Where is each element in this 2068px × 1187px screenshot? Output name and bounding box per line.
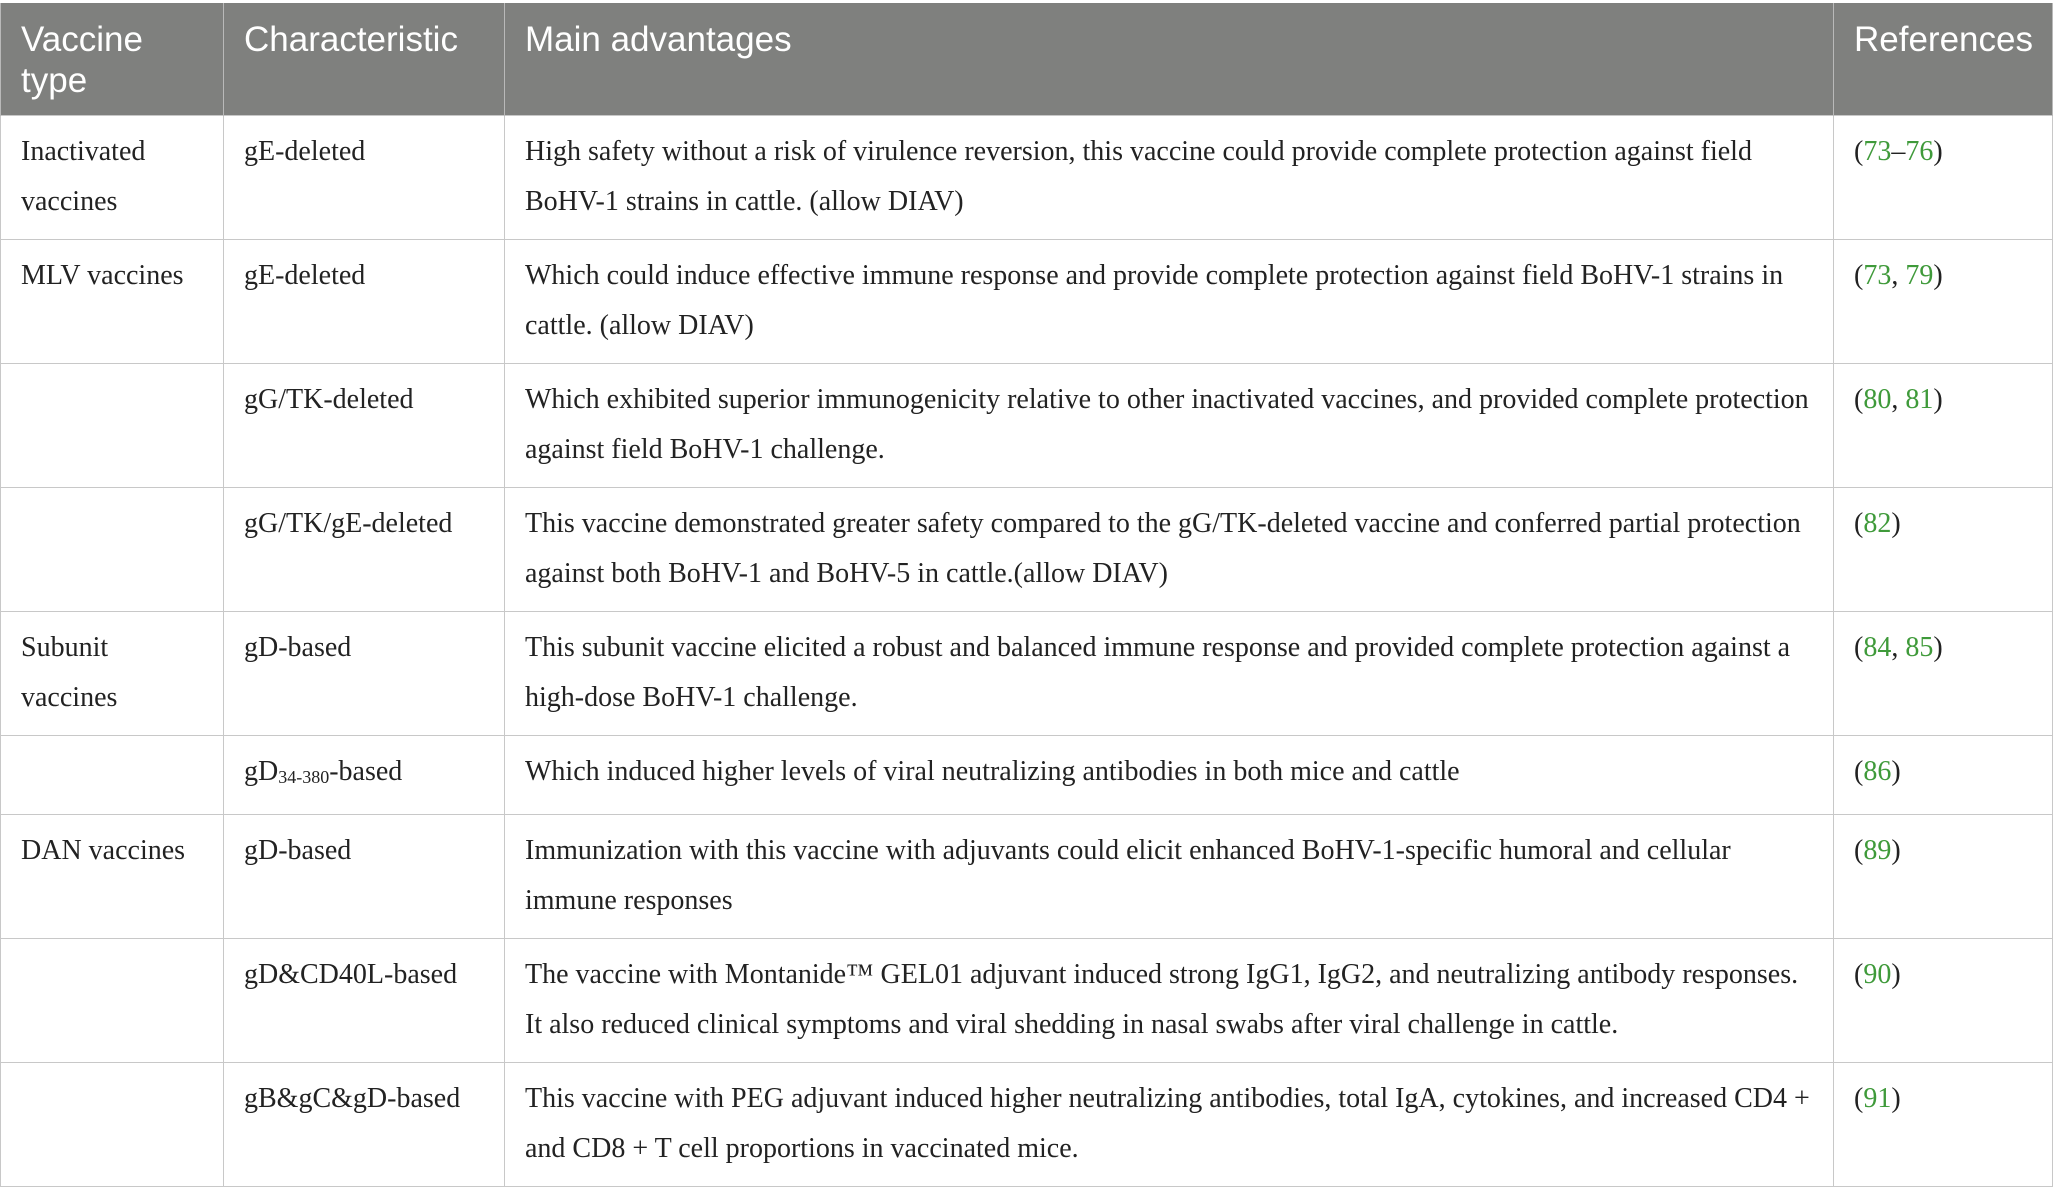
reference-link[interactable]: 90 [1863, 959, 1892, 990]
advantage-cell: The vaccine with Montanide™ GEL01 adjuvant induced strong IgG1, IgG2, and neutralizing antibody responses. It also reduced clinical symptoms and viral shedding in nasal swabs after viral challenge in cattle. [505, 939, 1834, 1063]
advantage-cell: Immunization with this vaccine with adjuvants could elicit enhanced BoHV-1-specific humoral and cellular immune responses [505, 815, 1834, 939]
reference-link[interactable]: 73 [1863, 260, 1892, 291]
reference-link[interactable]: 89 [1863, 835, 1892, 866]
reference-cell: (73, 79) [1834, 240, 2053, 364]
table-row [1, 364, 2053, 488]
vaccine-type-cell [1, 1063, 224, 1187]
reference-link[interactable]: 79 [1905, 260, 1934, 291]
characteristic-cell: gD-based [224, 815, 505, 939]
reference-cell: (89) [1834, 815, 2053, 939]
advantage-cell: This vaccine with PEG adjuvant induced higher neutralizing antibodies, total IgA, cytokines, and increased CD4 + and CD8 + T cell proportions in vaccinated mice. [505, 1063, 1834, 1187]
table-row [1, 1063, 2053, 1187]
reference-cell: (84, 85) [1834, 612, 2053, 736]
table-row [1, 488, 2053, 612]
vaccine-type-cell [1, 364, 224, 488]
characteristic-cell: gD-based [224, 612, 505, 736]
table-row [1, 815, 2053, 939]
table-row [1, 612, 2053, 736]
vaccine-type-cell [1, 939, 224, 1063]
reference-link[interactable]: 91 [1863, 1083, 1892, 1114]
advantage-cell: High safety without a risk of virulence reversion, this vaccine could provide complete protection against field BoHV-1 strains in cattle. (allow DIAV) [505, 116, 1834, 240]
table-row [1, 736, 2053, 815]
reference-link[interactable]: 85 [1905, 632, 1934, 663]
reference-link[interactable]: 73 [1863, 136, 1892, 167]
table-container [0, 3, 2052, 1187]
vaccine-table [0, 3, 2053, 1187]
header-characteristic: Characteristic [224, 3, 505, 116]
vaccine-type-cell: Subunit vaccines [1, 612, 224, 736]
reference-cell: (91) [1834, 1063, 2053, 1187]
advantage-cell: Which exhibited superior immunogenicity relative to other inactivated vaccines, and provided complete protection against field BoHV-1 challenge. [505, 364, 1834, 488]
reference-cell: (90) [1834, 939, 2053, 1063]
advantage-cell: Which could induce effective immune response and provide complete protection against field BoHV-1 strains in cattle. (allow DIAV) [505, 240, 1834, 364]
header-main-advantages: Main advantages [505, 3, 1834, 116]
characteristic-cell: gD&CD40L-based [224, 939, 505, 1063]
vaccine-type-cell: Inactivated vaccines [1, 116, 224, 240]
vaccine-type-cell [1, 488, 224, 612]
reference-link[interactable]: 84 [1863, 632, 1892, 663]
table-row [1, 240, 2053, 364]
reference-link[interactable]: 81 [1905, 384, 1934, 415]
table-header-row [1, 3, 2053, 116]
reference-cell: (82) [1834, 488, 2053, 612]
table-row [1, 116, 2053, 240]
characteristic-cell: gG/TK-deleted [224, 364, 505, 488]
reference-link[interactable]: 82 [1863, 508, 1892, 539]
table-row [1, 939, 2053, 1063]
vaccine-type-cell [1, 736, 224, 815]
reference-cell: (86) [1834, 736, 2053, 815]
subscript-range: 34-380 [278, 767, 330, 787]
advantage-cell: This vaccine demonstrated greater safety compared to the gG/TK-deleted vaccine and conferred partial protection against both BoHV-1 and BoHV-5 in cattle.(allow DIAV) [505, 488, 1834, 612]
advantage-cell: Which induced higher levels of viral neutralizing antibodies in both mice and cattle [505, 736, 1834, 815]
characteristic-cell: gE-deleted [224, 116, 505, 240]
header-references: References [1834, 3, 2053, 116]
advantage-cell: This subunit vaccine elicited a robust and balanced immune response and provided complete protection against a high-dose BoHV-1 challenge. [505, 612, 1834, 736]
characteristic-cell: gD34-380-based [224, 736, 505, 815]
reference-cell: (73–76) [1834, 116, 2053, 240]
characteristic-cell: gB&gC&gD-based [224, 1063, 505, 1187]
characteristic-cell: gG/TK/gE-deleted [224, 488, 505, 612]
reference-link[interactable]: 80 [1863, 384, 1892, 415]
vaccine-type-cell: DAN vaccines [1, 815, 224, 939]
header-vaccine-type: Vaccine type [1, 3, 224, 116]
vaccine-type-cell: MLV vaccines [1, 240, 224, 364]
reference-link[interactable]: 86 [1863, 756, 1892, 787]
reference-cell: (80, 81) [1834, 364, 2053, 488]
characteristic-cell: gE-deleted [224, 240, 505, 364]
reference-link[interactable]: 76 [1905, 136, 1934, 167]
